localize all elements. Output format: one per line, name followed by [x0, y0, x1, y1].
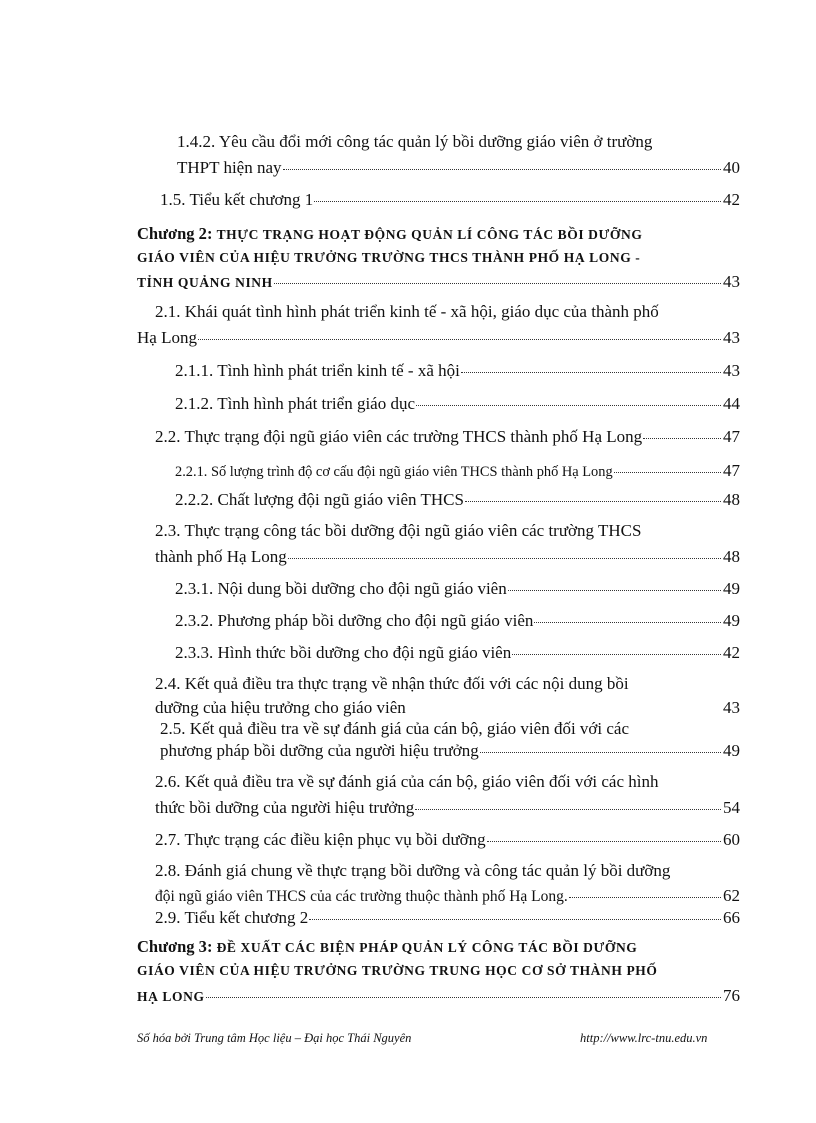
dot-leader [274, 283, 721, 284]
page-number: 43 [723, 272, 740, 291]
page-number: 43 [723, 361, 740, 380]
toc-entry-1-4-2[interactable] [177, 158, 740, 178]
chapter-2-title-line1: THỰC TRẠNG HOẠT ĐỘNG QUẢN LÍ CÔNG TÁC BỒI DƯỠNG [216, 227, 643, 242]
toc-entry-2-3-line1: 2.3. Thực trạng công tác bồi dưỡng đội ngũ giáo viên các trường THCS [155, 521, 642, 540]
dot-leader [314, 201, 721, 202]
page-number: 42 [723, 190, 740, 209]
page-number: 62 [723, 886, 740, 905]
dot-leader [407, 709, 721, 710]
toc-entry-title: 2.3.2. Phương pháp bồi dưỡng cho đội ngũ giáo viên [175, 611, 534, 630]
footer-right-url[interactable]: http://www.lrc-tnu.edu.vn [580, 1031, 708, 1045]
toc-entry-title: 2.1.2. Tình hình phát triển giáo dục [175, 394, 416, 413]
chapter-2-colon: : [206, 224, 217, 243]
page-number: 47 [723, 461, 740, 480]
toc-entry-2-3-3[interactable] [175, 643, 740, 663]
toc-entry-2-6-line1: 2.6. Kết quả điều tra về sự đánh giá của cán bộ, giáo viên đối với các hình [155, 772, 659, 791]
toc-entry-2-1[interactable] [137, 328, 740, 348]
chapter-2-heading-line1 [137, 224, 642, 244]
dot-leader [480, 752, 721, 753]
dot-leader [198, 339, 721, 340]
toc-entry-1-5[interactable] [160, 190, 740, 210]
page-number: 43 [723, 328, 740, 347]
toc-entry-title: 2.2.1. Số lượng trình độ cơ cấu đội ngũ giáo viên THCS thành phố Hạ Long [175, 464, 613, 480]
dot-leader [465, 501, 721, 502]
toc-entry-2-3-1[interactable] [175, 579, 740, 599]
dot-leader [461, 372, 721, 373]
toc-entry-title: 1.5. Tiểu kết chương 1 [160, 190, 314, 209]
page-number: 44 [723, 394, 740, 413]
toc-entry-title: dưỡng của hiệu trưởng cho giáo viên [155, 698, 406, 717]
toc-entry-title: THPT hiện nay [177, 158, 282, 177]
toc-entry-2-4-line1: 2.4. Kết quả điều tra thực trạng về nhận thức đối với các nội dung bồi [155, 674, 629, 693]
toc-entry-2-7[interactable] [155, 830, 740, 850]
dot-leader [508, 590, 721, 591]
chapter-3-title-line2: GIÁO VIÊN CỦA HIỆU TRƯỞNG TRƯỜNG TRUNG HỌC CƠ SỞ THÀNH PHỐ [137, 963, 658, 978]
dot-leader [206, 997, 721, 998]
page-number: 54 [723, 798, 740, 817]
toc-entry-title: HẠ LONG [137, 989, 205, 1004]
toc-entry-2-9[interactable] [155, 908, 740, 928]
page-number: 48 [723, 490, 740, 509]
toc-entry-title: thức bồi dưỡng của người hiệu trưởng [155, 798, 415, 817]
toc-entry-2-1-1[interactable] [175, 361, 740, 381]
toc-entry-title: phương pháp bồi dưỡng của người hiệu trưởng [160, 741, 479, 760]
toc-entry-2-6[interactable] [155, 798, 740, 818]
toc-entry-2-2-1[interactable] [175, 461, 740, 481]
dot-leader [614, 472, 721, 473]
toc-entry-2-2[interactable] [155, 427, 740, 447]
toc-entry-title: 2.3.1. Nội dung bồi dưỡng cho đội ngũ giáo viên [175, 579, 507, 598]
toc-entry-title: thành phố Hạ Long [155, 547, 287, 566]
toc-entry-2-5-line1: 2.5. Kết quả điều tra về sự đánh giá của cán bộ, giáo viên đối với các [160, 719, 630, 738]
toc-entry-title: 2.9. Tiểu kết chương 2 [155, 908, 309, 927]
toc-entry-title: Hạ Long [137, 328, 197, 347]
page-number: 60 [723, 830, 740, 849]
dot-leader [534, 622, 721, 623]
chapter-3-label: Chương 3 [137, 937, 207, 956]
toc-entry-title: 2.2.2. Chất lượng đội ngũ giáo viên THCS [175, 490, 464, 509]
chapter-3-title-line1: ĐỀ XUẤT CÁC BIỆN PHÁP QUẢN LÝ CÔNG TÁC BỒI DƯỠNG [216, 940, 638, 955]
toc-entry-chapter-3[interactable] [137, 986, 740, 1006]
footer-left-credit: Số hóa bởi Trung tâm Học liệu – Đại học Thái Nguyên [137, 1031, 412, 1045]
toc-entry-title: 2.1.1. Tình hình phát triển kinh tế - xã hội [175, 361, 460, 380]
chapter-3-heading-line1 [137, 937, 637, 957]
page-number: 76 [723, 986, 740, 1005]
page-number: 40 [723, 158, 740, 177]
page-number: 66 [723, 908, 740, 927]
dot-leader [309, 919, 721, 920]
toc-entry-title: 2.7. Thực trạng các điều kiện phục vụ bồi dưỡng [155, 830, 486, 849]
toc-entry-2-4[interactable] [155, 698, 740, 718]
page-number: 48 [723, 547, 740, 566]
toc-entry-title: 2.3.3. Hình thức bồi dưỡng cho đội ngũ giáo viên [175, 643, 512, 662]
toc-entry-2-8[interactable] [155, 886, 740, 906]
toc-entry-2-1-line1: 2.1. Khái quát tình hình phát triển kinh tế - xã hội, giáo dục của thành phố [155, 302, 659, 321]
toc-entry-title: 2.2. Thực trạng đội ngũ giáo viên các trường THCS thành phố Hạ Long [155, 427, 643, 446]
toc-entry-2-2-2[interactable] [175, 490, 740, 510]
dot-leader [283, 169, 721, 170]
toc-entry-1-4-2-line1: 1.4.2. Yêu cầu đổi mới công tác quản lý bồi dưỡng giáo viên ở trường [177, 132, 653, 151]
chapter-2-label: Chương 2 [137, 224, 207, 243]
page-number: 49 [723, 741, 740, 760]
toc-entry-chapter-2[interactable] [137, 272, 740, 292]
page-number: 49 [723, 611, 740, 630]
toc-entry-title: đội ngũ giáo viên THCS của các trường thuộc thành phố Hạ Long. [155, 888, 568, 905]
page-number: 47 [723, 427, 740, 446]
dot-leader [569, 897, 721, 898]
toc-entry-2-5[interactable] [160, 741, 740, 761]
page-number: 43 [723, 698, 740, 717]
toc-entry-2-3-2[interactable] [175, 611, 740, 631]
dot-leader [512, 654, 721, 655]
dot-leader [416, 405, 721, 406]
toc-entry-2-1-2[interactable] [175, 394, 740, 414]
page-number: 49 [723, 579, 740, 598]
dot-leader [288, 558, 721, 559]
toc-entry-2-8-line1: 2.8. Đánh giá chung về thực trạng bồi dưỡng và công tác quản lý bồi dưỡng [155, 861, 671, 880]
dot-leader [415, 809, 721, 810]
toc-entry-2-3[interactable] [155, 547, 740, 567]
dot-leader [643, 438, 721, 439]
dot-leader [487, 841, 721, 842]
page-number: 42 [723, 643, 740, 662]
chapter-3-colon: : [206, 937, 217, 956]
chapter-2-title-line2: GIÁO VIÊN CỦA HIỆU TRƯỞNG TRƯỜNG THCS THÀNH PHỐ HẠ LONG - [137, 250, 641, 265]
toc-entry-title: TỈNH QUẢNG NINH [137, 275, 273, 290]
